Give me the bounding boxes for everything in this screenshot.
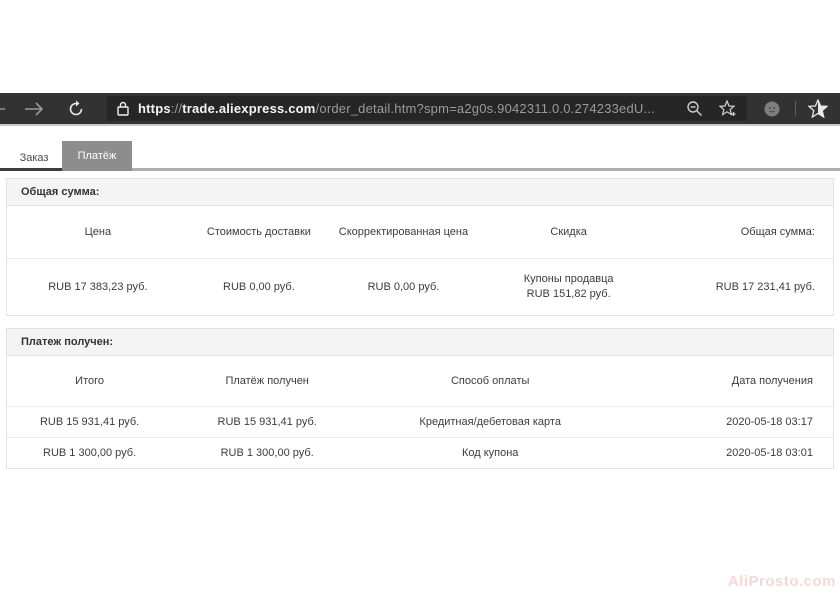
payment-received-section: [6, 328, 834, 469]
forward-icon[interactable]: [23, 101, 45, 117]
payment-table-header-row: [7, 356, 833, 406]
payment-method: Кредитная/дебетовая карта: [419, 415, 561, 428]
payment-method: Код купона: [461, 446, 519, 459]
discount-value: [478, 272, 660, 302]
payment-received: RUB 1 300,00 руб.: [220, 446, 314, 459]
total-value: RUB 17 231,41 руб.: [715, 280, 815, 293]
extension-icon[interactable]: [763, 100, 781, 118]
refresh-icon[interactable]: [67, 100, 85, 118]
toolbar-separator: [795, 101, 796, 116]
browser-toolbar: [0, 93, 840, 126]
add-favorite-star-icon[interactable]: [719, 100, 737, 117]
favorites-hub-star-icon[interactable]: [808, 99, 828, 118]
col-received-date: Дата получения: [731, 374, 813, 387]
address-bar[interactable]: [107, 96, 747, 121]
col-received: Платёж получен: [225, 374, 309, 387]
col-payment-method: Способ оплаты: [450, 374, 530, 387]
payment-date: 2020-05-18 03:17: [726, 415, 813, 428]
total-table-value-row: [7, 258, 833, 315]
url-scheme: https: [138, 101, 171, 116]
url-domain: trade.aliexpress.com: [182, 101, 316, 116]
shipping-value: RUB 0,00 руб.: [223, 280, 295, 293]
url-path: /order_detail.htm?spm=a2g0s.9042311.0.0.274233edU...: [315, 101, 655, 116]
payment-subtotal: RUB 15 931,41 руб.: [39, 415, 140, 428]
payment-row: [7, 406, 833, 437]
col-subtotal: Итого: [75, 374, 104, 387]
tab-underline-right: [132, 168, 840, 171]
price-value: RUB 17 383,23 руб.: [48, 280, 148, 293]
tab-underline-left: [0, 168, 62, 171]
payment-date: 2020-05-18 03:01: [726, 446, 813, 459]
col-total: Общая сумма:: [740, 225, 815, 238]
payment-received-section-title: Платеж получен:: [7, 329, 833, 356]
tab-order[interactable]: Заказ: [8, 145, 60, 171]
url-separator: ://: [170, 101, 183, 116]
zoom-out-icon[interactable]: [686, 100, 703, 117]
back-icon[interactable]: [0, 101, 7, 117]
payment-received: RUB 15 931,41 руб.: [217, 415, 317, 428]
discount-amount: RUB 151,82 руб.: [526, 288, 611, 300]
url-text[interactable]: [138, 101, 655, 116]
payment-row: [7, 437, 833, 468]
total-amount-section-title: Общая сумма:: [7, 179, 833, 206]
payment-subtotal: RUB 1 300,00 руб.: [43, 446, 137, 459]
col-discount: Скидка: [550, 225, 587, 238]
col-adjusted: Скорректированная цена: [338, 225, 469, 238]
col-price: Цена: [84, 225, 112, 238]
site-watermark: AliProsto.com: [727, 573, 836, 590]
discount-label: Купоны продавца: [523, 273, 614, 285]
order-detail-tabs: [0, 140, 840, 171]
total-table-header-row: [7, 206, 833, 258]
adjusted-value: RUB 0,00 руб.: [367, 280, 440, 293]
total-amount-section: [6, 178, 834, 316]
lock-icon: [117, 101, 129, 116]
col-shipping: Стоимость доставки: [206, 225, 311, 238]
tab-payment[interactable]: Платёж: [62, 141, 132, 171]
